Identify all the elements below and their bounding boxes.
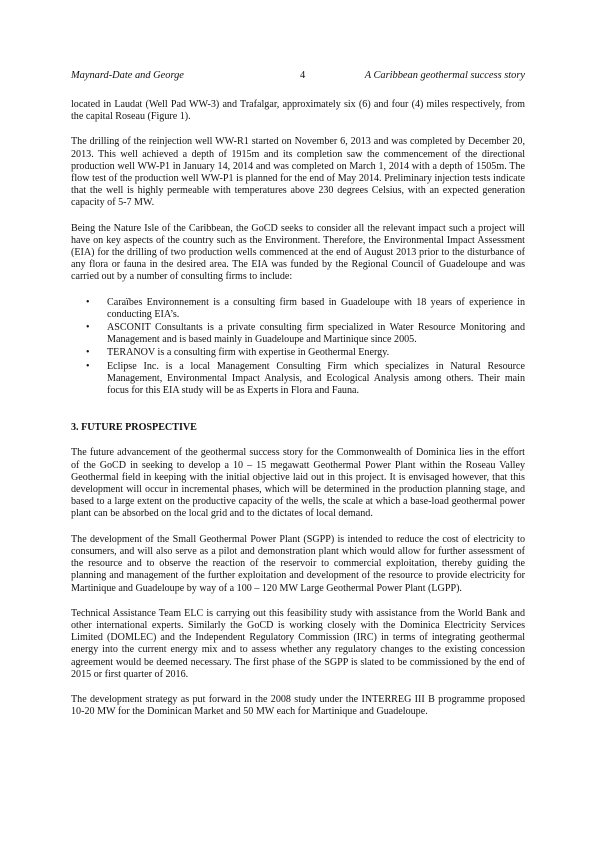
- bullet-icon: •: [86, 347, 90, 359]
- running-header: [71, 70, 525, 84]
- section-heading: 3. FUTURE PROSPECTIVE: [71, 422, 197, 434]
- list-item-text: Caraïbes Environnement is a consulting firm based in Guadeloupe with 18 years of experience in conducting EIA’s.: [107, 296, 525, 320]
- list-item: [71, 322, 525, 346]
- paragraph-technical-assistance: Technical Assistance Team ELC is carrying out this feasibility study with assistance from the World Bank and other international experts. Similarly the GoCD is working closely with the Dominica Electricity Services Limited (DOMLEC) and the Independent Regulatory Commission (IRC) in terms of integrating geothermal energy into the current energy mix and to assess whether any regulatory changes to the existing concession agreement would be deemed necessary. The first phase of the SGPP is slated to be commissioned by the end of 2015 or first quarter of 2016.: [71, 607, 525, 680]
- paragraph-drilling: The drilling of the reinjection well WW-R1 started on November 6, 2013 and was completed by December 20, 2013. This well achieved a depth of 1915m and its completion saw the commencement of the directional production well WW-P1 in January 14, 2014 and was completed on March 1, 2014 with a depth of 1505m. The flow test of the production well WW-P1 is planned for the end of May 2014. Preliminary injection tests indicate that the well is highly permeable with temperatures above 230 degrees Celsius, with an expected generation capacity of 5-7 MW.: [71, 136, 525, 209]
- bullet-icon: •: [86, 360, 90, 372]
- paragraph-sgpp: The development of the Small Geothermal Power Plant (SGPP) is intended to reduce the cost of electricity to consumers, and will also serve as a pilot and demonstration plant which would allow for further assessment of the resource and to observe the reaction of the reservoir to commercial exploitation, thereby guiding the planning and management of the further exploitation and development of the resource to provide electricity for Martinique and Guadeloupe by way of a 100 – 120 MW Large Geothermal Power Plant (LGPP).: [71, 533, 525, 594]
- paragraph-strategy: The development strategy as put forward in the 2008 study under the INTERREG III B programme proposed 10-20 MW for the Dominican Market and 50 MW each for Martinique and Guadeloupe.: [71, 693, 525, 718]
- paragraph-future: The future advancement of the geothermal success story for the Commonwealth of Dominica lies in the effort of the GoCD in seeking to develop a 10 – 15 megawatt Geothermal Power Plant within the Roseau Valley Geothermal field in keeping with the initial objective laid out in this project. It is envisaged however, that this development will occur in incremental phases, which will be determined in the production planning stage, and based to a large extent on the productive capacity of the wells, the scale at which a base-load geothermal power plant can be absorbed on the local grid and to the dictates of local demand.: [71, 447, 525, 520]
- list-item: [71, 347, 525, 359]
- list-item-text: ASCONIT Consultants is a private consulting firm specialized in Water Resource Monitoring and Management and is based mainly in Guadeloupe and Martinique since 2005.: [107, 322, 525, 346]
- bullet-icon: •: [86, 296, 90, 308]
- page-number: 4: [300, 70, 306, 81]
- consulting-firms-list: [71, 297, 525, 398]
- list-item-text: Eclipse Inc. is a local Management Consulting Firm which specializes in Natural Resource Management, Environmental Impact Analysis, and Ecological Analysis among others. Their main focus for this EIA study will be as Experts in Flora and Fauna.: [107, 360, 525, 397]
- paragraph-eia: Being the Nature Isle of the Caribbean, the GoCD seeks to consider all the relevant impact such a project will have on key aspects of the country such as the Environment. Therefore, the Environmental Impact Assessment (EIA) for the drilling of two production wells commenced at the end of August 2013 prior to the disturbance of any flora or fauna in the desired area. The EIA was funded by the Regional Council of Guadeloupe and was carried out by a number of consulting firms to include:: [71, 222, 525, 283]
- paragraph-location: located in Laudat (Well Pad WW-3) and Trafalgar, approximately six (6) and four (4) miles respectively, from the capital Roseau (Figure 1).: [71, 99, 525, 123]
- page-body: [71, 99, 525, 731]
- list-item: [71, 361, 525, 398]
- bullet-icon: •: [86, 322, 90, 334]
- list-item: [71, 297, 525, 321]
- header-authors: Maynard-Date and George: [71, 70, 184, 81]
- header-title: A Caribbean geothermal success story: [364, 70, 525, 81]
- list-item-text: TERANOV is a consulting firm with expertise in Geothermal Energy.: [107, 347, 390, 359]
